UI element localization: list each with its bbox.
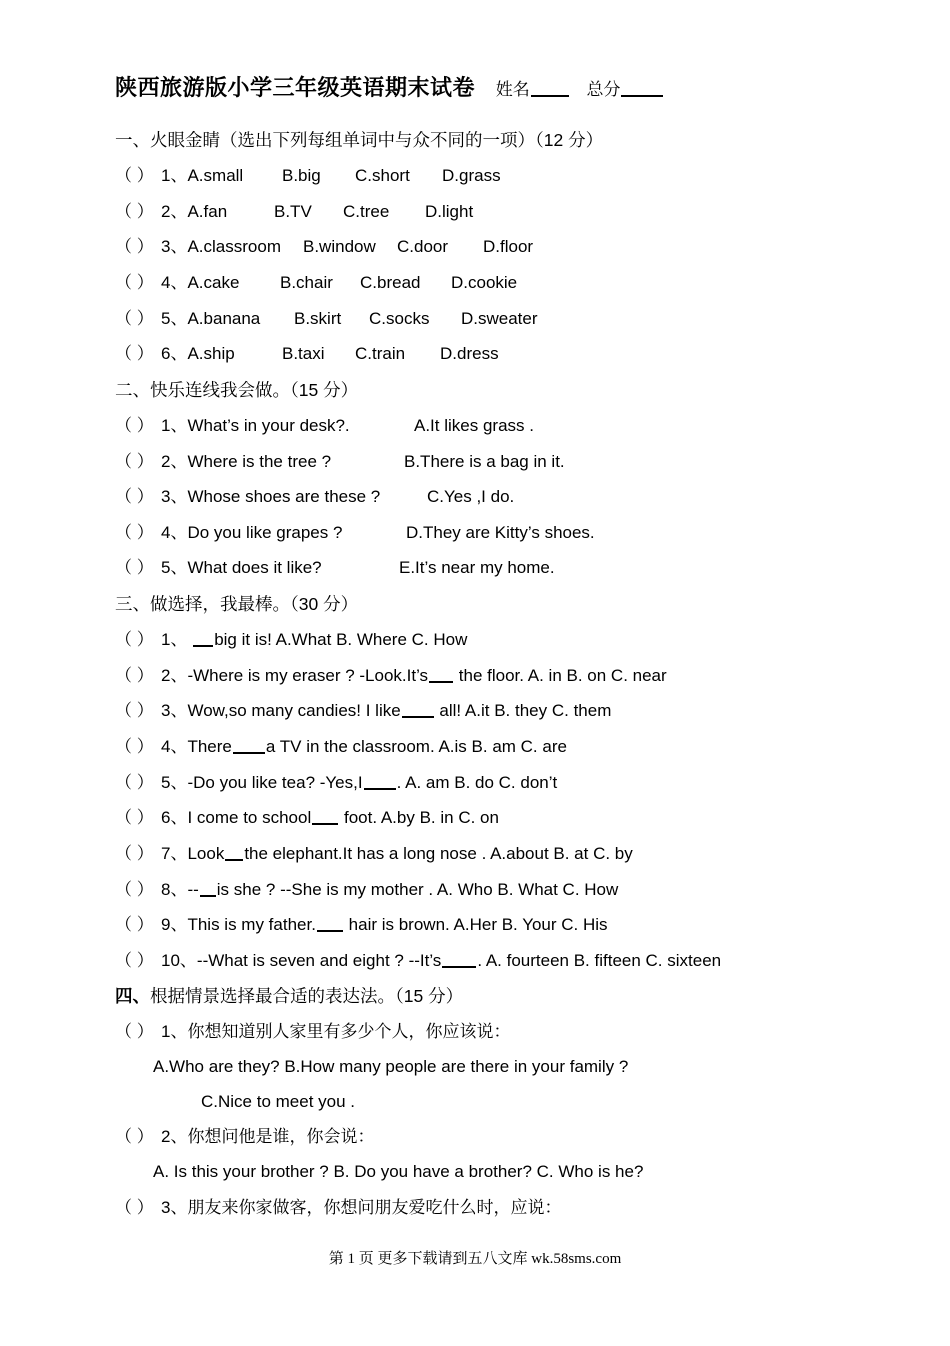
question-text: 2、你想问他是谁，你会说： (161, 1127, 375, 1146)
answer-paren: （ ） (115, 773, 154, 792)
question-text: 8、-- (161, 880, 199, 899)
answer-paren: （ ） (115, 344, 154, 363)
answer-paren: （ ） (115, 166, 154, 185)
option-d: D.light (425, 202, 474, 221)
item-number: 5、 (161, 309, 188, 328)
question-text: hair is brown. A.Her B. Your C. His (343, 915, 608, 934)
answer-text: C.Yes ,I do. (427, 487, 515, 506)
item-number: 4、 (161, 273, 188, 292)
item-number: 2、 (161, 202, 188, 221)
list-item (115, 629, 467, 651)
question-text: the floor. A. in B. on C. near (454, 666, 667, 685)
question-text: 4、There (161, 737, 232, 756)
question-text: 3、朋友来你家做客，你想问朋友爱吃什么时，应说： (161, 1198, 562, 1217)
question-text: 5、What does it like? (161, 558, 322, 577)
answer-paren: （ ） (115, 1198, 154, 1217)
list-item (115, 1126, 374, 1148)
question-text: 1、你想知道别人家里有多少个人，你应该说： (161, 1022, 511, 1041)
list-item (115, 700, 611, 722)
option-a: A.ship (187, 344, 235, 363)
answer-paren: （ ） (115, 558, 154, 577)
question-text: 2、Where is the tree ? (161, 452, 332, 471)
fill-blank (364, 772, 396, 790)
name-label: 姓名 (495, 80, 530, 99)
option-a: A.cake (187, 273, 240, 292)
option-d: D.floor (483, 237, 534, 256)
answer-paren: （ ） (115, 666, 154, 685)
list-item (115, 665, 667, 687)
list-item (115, 914, 608, 936)
list-item (115, 415, 534, 437)
fill-blank (225, 843, 243, 861)
answer-text: E.It’s near my home. (399, 558, 555, 577)
option-a: A.classroom (187, 237, 281, 256)
option-b: B.chair (280, 273, 333, 292)
question-text: big it is! A.What B. Where C. How (214, 630, 468, 649)
page-title: 陕西旅游版小学三年级英语期末试卷 (115, 75, 476, 100)
option-b: B.TV (274, 202, 312, 221)
answer-paren: （ ） (115, 701, 154, 720)
page-footer: 第 1 页 更多下载请到五八文库 wk.58sms.com (328, 1251, 622, 1267)
question-text: 1、 (161, 630, 193, 649)
answer-paren: （ ） (115, 452, 154, 471)
section2-title: 二、快乐连线我会做。（15 分） (115, 380, 359, 400)
answer-paren: （ ） (115, 237, 154, 256)
answer-paren: （ ） (115, 523, 154, 542)
question-text: 5、-Do you like tea? -Yes,I (161, 773, 363, 792)
answer-paren: （ ） (115, 951, 154, 970)
question-text: 3、Whose shoes are these ? (161, 487, 381, 506)
question-text: 4、Do you like grapes ? (161, 523, 343, 542)
question-text: . A. am B. do C. don’t (396, 773, 558, 792)
list-item (115, 1021, 510, 1043)
answer-paren: （ ） (115, 202, 154, 221)
question-text: 10、--What is seven and eight ? --It’s (161, 951, 442, 970)
header (115, 77, 664, 101)
section3-title: 三、做选择，我最棒。（30 分） (115, 594, 359, 614)
list-item (115, 272, 518, 294)
list-item (115, 807, 499, 829)
option-d: D.grass (442, 166, 501, 185)
list-item (115, 308, 538, 330)
answer-text: A.It likes grass . (414, 416, 534, 435)
question-text: a TV in the classroom. A.is B. am C. are (265, 737, 567, 756)
list-item (115, 343, 499, 365)
question-text: 9、This is my father. (161, 915, 316, 934)
question-text: 7、Look (161, 844, 225, 863)
question-text: . A. fourteen B. fifteen C. sixteen (477, 951, 722, 970)
option-a: A.fan (187, 202, 228, 221)
answer-paren: （ ） (115, 808, 154, 827)
option-b: B.taxi (282, 344, 325, 363)
list-item (115, 236, 534, 258)
list-item (115, 879, 618, 901)
score-label: 总分 (586, 80, 621, 99)
answer-text: D.They are Kitty’s shoes. (406, 523, 595, 542)
option-a: A.banana (187, 309, 261, 328)
answer-paren: （ ） (115, 1022, 154, 1041)
fill-blank (317, 914, 343, 932)
item-number: 1、 (161, 166, 188, 185)
option-c: C.short (355, 166, 410, 185)
list-item (115, 950, 721, 972)
question-text: is she ? --She is my mother . A. Who B. What C. How (216, 880, 619, 899)
question-text: the elephant.It has a long nose . A.about B. at C. by (244, 844, 633, 863)
question-text: 3、Wow,so many candies! I like (161, 701, 401, 720)
option-b: B.skirt (294, 309, 342, 328)
option-d: D.cookie (451, 273, 518, 292)
option-line: C.Nice to meet you . (201, 1092, 356, 1111)
answer-paren: （ ） (115, 915, 154, 934)
option-b: B.window (303, 237, 376, 256)
option-b: B.big (282, 166, 321, 185)
answer-paren: （ ） (115, 630, 154, 649)
fill-blank (312, 807, 338, 825)
section1-title: 一、火眼金睛（选出下列每组单词中与众不同的一项）（12 分） (115, 130, 604, 150)
option-c: C.train (355, 344, 406, 363)
question-text: all! A.it B. they C. them (434, 701, 612, 720)
question-text: 1、What’s in your desk?. (161, 416, 350, 435)
answer-paren: （ ） (115, 737, 154, 756)
fill-blank (193, 629, 213, 647)
list-item (115, 165, 501, 187)
option-c: C.bread (360, 273, 421, 292)
fill-blank (429, 665, 453, 683)
answer-paren: （ ） (115, 880, 154, 899)
question-text: 6、I come to school (161, 808, 312, 827)
option-d: D.sweater (461, 309, 538, 328)
question-text: foot. A.by B. in C. on (339, 808, 499, 827)
option-line: A. Is this your brother ? B. Do you have a brother? C. Who is he? (153, 1162, 644, 1181)
answer-paren: （ ） (115, 416, 154, 435)
section4-title (115, 985, 463, 1007)
fill-blank (200, 879, 216, 897)
item-number: 6、 (161, 344, 188, 363)
item-number: 3、 (161, 237, 188, 256)
answer-text: B.There is a bag in it. (404, 452, 565, 471)
section4-number: 四、 (115, 986, 150, 1006)
answer-paren: （ ） (115, 1127, 154, 1146)
fill-blank (442, 950, 476, 968)
option-c: C.tree (343, 202, 390, 221)
answer-paren: （ ） (115, 273, 154, 292)
score-blank (621, 79, 663, 97)
list-item (115, 451, 565, 473)
option-c: C.socks (369, 309, 430, 328)
list-item (115, 772, 557, 794)
answer-paren: （ ） (115, 844, 154, 863)
list-item (115, 522, 595, 544)
list-item (115, 843, 633, 865)
question-text: 2、-Where is my eraser ? -Look.It’s (161, 666, 429, 685)
section4-title-text: 根据情景选择最合适的表达法。（15 分） (150, 986, 464, 1006)
list-item (115, 736, 567, 758)
name-blank (531, 79, 569, 97)
fill-blank (233, 736, 265, 754)
answer-paren: （ ） (115, 487, 154, 506)
option-c: C.door (397, 237, 449, 256)
option-line: A.Who are they? B.How many people are there in your family ? (153, 1057, 629, 1076)
answer-paren: （ ） (115, 309, 154, 328)
fill-blank (402, 700, 434, 718)
option-a: A.small (187, 166, 244, 185)
list-item (115, 557, 555, 579)
list-item (115, 201, 474, 223)
list-item (115, 1197, 561, 1219)
list-item (115, 486, 515, 508)
option-d: D.dress (440, 344, 499, 363)
